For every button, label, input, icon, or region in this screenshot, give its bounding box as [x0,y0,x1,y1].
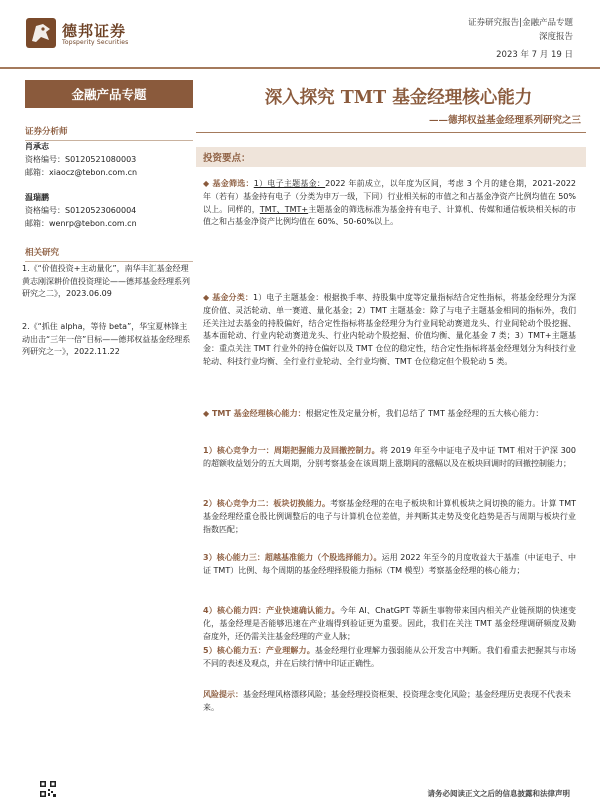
related-research-item[interactable]: 1.《“价值投资+主动量化”，南华丰汇基金经理黄志刚深耕价值投资理论——德邦基金经理系列研究之二》，2023.06.09 [22,264,190,298]
risk-text: 基金经理风格漂移风险；基金经理投资框架、投资理念变化风险；基金经理历史表现不代表未来。 [203,690,571,712]
analyst-email[interactable]: 邮箱：wenrp@tebon.com.cn [25,219,137,228]
paragraph-fund-screening [203,178,576,229]
report-subtitle: ——德邦权益基金经理系列研究之三 [428,115,581,126]
risk-warning [203,688,576,714]
ability-text: 运用 2022 年至今的月度收益大于基准（中证电子、中证 TMT）比例、每个周期的基金经理择股能力指标（TM 模型）考察基金经理的核心能力； [203,553,576,575]
ability-item [203,552,576,578]
analyst-email[interactable]: 邮箱：xiaocz@tebon.com.cn [25,168,138,177]
paragraph-lead: 基金筛选： [212,179,254,188]
ability-item [203,605,576,643]
ability-lead: 5）核心能力五：产业理解力。 [203,646,315,655]
qr-code-icon [40,781,56,797]
ability-text: 考察基金经理的在电子板块和计算机板块之间切换的能力。计算 TMT 基金经理经重仓股比例调整后的电子与计算机仓位差值，并判断其走势及变化趋势是否与周期与板块行业指数匹配； [203,499,576,534]
related-research-item[interactable]: 2.《“抓住 alpha，等待 beta”，华宝夏林锋主动出击“三年一倍”目标——德邦权益基金经理系列研究之一》，2022.11.22 [22,322,191,356]
paragraph-text: 1）电子主题基金：根据换手率、持股集中度等定量指标结合定性指标，将基金经理分为深度价值、灵活轮动、单一赛道、量化基金；2）TMT 主题基金：除了与电子主题基金相同的指标外，我们还关注过去基金的持股偏好，结合定性指标将基金经理分为行业间轮动赛道龙头、行业间轮动个股挖掘、基本面轮动、行业内轮动赛道龙头、行业内轮动个股挖掘、价值均衡、量化基金 7 类；3）TMT+主题基金：重点关注 TMT 行业外的持仓偏好以及 TMT 仓位的稳定性，结合定性指标将基金经理划分为科技行业轮动、科技行业均衡、全行业行业轮动、全行业均衡、TMT 仓位稳定但个股轮动 5 类。 [203,293,577,366]
ability-item [203,445,576,471]
analyst-cert: 资格编号：S0120523060004 [25,206,137,215]
paragraph-text: 2022 年前成立，以年度为区间，考虑 3 个月的建仓期，2021-2022 年（若有）基金持有电子（分类为申万一级，下同）行业相关标的市值之和占基金净资产比例均值在 50%以上。同样的， [203,179,577,214]
bullet-icon: ◆ [203,179,213,188]
ability-lead: 3）核心能力三：超越基准能力（个股选择能力）。 [203,553,382,562]
ability-lead: 1）核心竞争力一：周期把握能力及回撤控制力。 [203,446,380,455]
analyst-name: 温瑞鹏 [25,193,49,202]
legal-disclaimer: 请务必阅读正文之后的信息披露和法律声明 [427,789,570,798]
header-divider [0,67,600,69]
ability-item [203,645,576,671]
bullet-icon: ◆ [203,409,212,418]
related-research-heading: 相关研究 [25,246,193,262]
analyst-cert: 资格编号：S0120521080003 [25,155,137,164]
ability-text: 今年 AI、ChatGPT 等新生事物带来国内相关产业链预期的快速变化，基金经理是否能够迅速在产业端得到验证更为重要。因此，我们在关注 TMT 基金经理调研频度及勤奋度外，还仍需关注基金经理的产业人脉； [203,606,576,641]
paragraph-core-abilities [203,408,576,421]
ability-item [203,498,576,536]
ability-text: 将 2019 年至今中证电子及中证 TMT 相对于沪深 300 的超额收益划分的五大周期，分别考察基金在该周期上涨期间的涨幅以及在板块回调时的回撤控制能力； [203,446,576,468]
report-title: 深入探究 TMT 基金经理核心能力 [264,88,533,108]
report-date: 2023 年 7 月 19 日 [496,50,573,60]
report-depth: 深度报告 [538,32,573,42]
paragraph-text: 根据定性及定量分析，我们总结了 TMT 基金经理的五大核心能力： [305,409,544,418]
paragraph-lead: 基金分类： [212,293,254,302]
paragraph-fund-classification [203,292,576,369]
ability-lead: 4）核心能力四：产业快速确认能力。 [203,606,340,615]
title-divider [196,132,586,133]
logo-name-en: Topsperity Securities [62,39,129,46]
logo-name-cn: 德邦证券 [62,22,127,40]
key-points-title: 投资要点： [203,153,251,164]
paragraph-lead: TMT 基金经理核心能力： [211,409,306,418]
ability-lead: 2）核心竞争力二：板块切换能力。 [203,499,331,508]
series-banner: 金融产品专题 [25,80,193,108]
paragraph-text: 主题基金的筛选标准为基金持有电子、计算机、传媒和通信板块相关标的市值之和占基金净资产比例均值在 60%、50-60%以上。 [203,204,577,227]
bullet-icon: ◆ [203,293,213,302]
key-points-banner [196,147,586,167]
ability-text: 基金经理行业理解力强弱能从公开发言中判断。我们看重去把握其与市场不同的表述及观点，并在后续行情中印证正确性。 [203,646,576,668]
analyst-heading: 证券分析师 [25,125,193,141]
paragraph-text: TMT、TMT+ [259,204,309,214]
paragraph-text: 1）电子主题基金： [253,179,326,188]
risk-lead: 风险提示： [203,690,243,699]
tebon-logo-icon [26,18,56,48]
analyst-name: 肖承志 [25,142,49,151]
report-type: 证券研究报告|金融产品专题 [468,18,573,28]
